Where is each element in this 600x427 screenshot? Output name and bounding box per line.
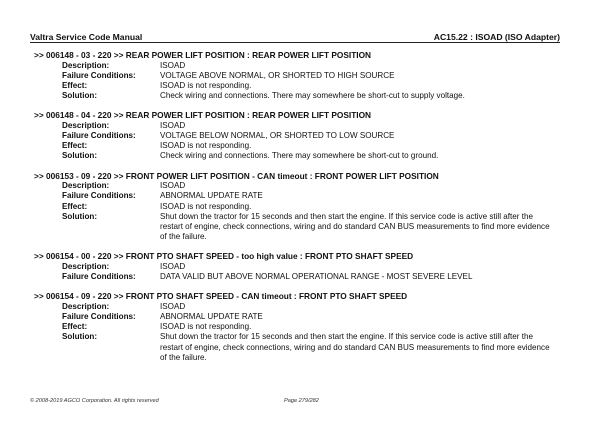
- field-value: ISOAD: [160, 181, 186, 191]
- manual-title: Valtra Service Code Manual: [30, 32, 143, 42]
- field-value: DATA VALID BUT ABOVE NORMAL OPERATIONAL RANGE - MOST SEVERE LEVEL: [160, 272, 473, 282]
- field-value: ISOAD: [160, 120, 186, 130]
- field-label: Failure Conditions:: [62, 272, 136, 282]
- field-value: ABNORMAL UPDATE RATE: [160, 191, 263, 201]
- field-row: [34, 71, 560, 81]
- page-footer: [30, 398, 560, 408]
- field-label: Description:: [62, 60, 110, 70]
- page-header: [30, 26, 560, 42]
- field-row: [34, 151, 560, 161]
- field-row: [34, 302, 560, 312]
- field-label: Failure Conditions:: [62, 191, 136, 201]
- service-code-title: >> 006154 - 00 - 220 >> FRONT PTO SHAFT SPEED - too high value : FRONT PTO SHAFT SPEED: [34, 251, 414, 262]
- field-label: Effect:: [62, 322, 88, 332]
- field-row: [34, 332, 560, 363]
- service-code-title: >> 006153 - 09 - 220 >> FRONT POWER LIFT POSITION - CAN timeout : FRONT POWER LIFT POSITION: [34, 170, 439, 181]
- section-title: AC15.22 : ISOAD (ISO Adapter): [433, 32, 560, 42]
- field-row: [34, 191, 560, 201]
- field-label: Effect:: [62, 80, 88, 90]
- field-row: [34, 212, 560, 243]
- copyright-notice: © 2008-2019 AGCO Corporation. All rights reserved: [30, 398, 159, 404]
- field-row: [34, 81, 560, 91]
- field-row: [34, 131, 560, 141]
- field-value: Shut down the tractor for 15 seconds and then start the engine. If this service code is active still after the restart of engine, check connections, wiring and do standard CAN BUS measurements to find more evidence of the failure.: [160, 332, 550, 362]
- field-value: Check wiring and connections. There may somewhere be short-cut to supply voltage.: [160, 91, 465, 101]
- field-value: ISOAD: [160, 60, 186, 70]
- field-value: ISOAD: [160, 261, 186, 271]
- field-value: Check wiring and connections. There may somewhere be short-cut to ground.: [160, 151, 439, 161]
- service-code-title: >> 006148 - 04 - 220 >> REAR POWER LIFT POSITION : REAR POWER LIFT POSITION: [34, 110, 372, 121]
- service-code-title: >> 006148 - 03 - 220 >> REAR POWER LIFT POSITION : REAR POWER LIFT POSITION: [34, 50, 372, 60]
- field-label: Solution:: [62, 91, 98, 101]
- field-row: [34, 272, 560, 282]
- service-code-title: >> 006154 - 09 - 220 >> FRONT PTO SHAFT SPEED - CAN timeout : FRONT PTO SHAFT SPEED: [34, 291, 408, 302]
- field-label: Failure Conditions:: [62, 311, 136, 321]
- field-row: [34, 202, 560, 212]
- service-code-entry: [34, 291, 560, 363]
- field-label: Effect:: [62, 201, 88, 211]
- field-label: Failure Conditions:: [62, 70, 136, 80]
- field-value: ISOAD is not responding.: [160, 322, 252, 332]
- service-code-entry: [34, 50, 560, 101]
- field-value: VOLTAGE ABOVE NORMAL, OR SHORTED TO HIGH SOURCE: [160, 70, 395, 80]
- field-value: ISOAD: [160, 301, 186, 311]
- field-row: [34, 312, 560, 322]
- field-label: Description:: [62, 261, 110, 271]
- field-row: [34, 141, 560, 151]
- field-label: Failure Conditions:: [62, 131, 136, 141]
- page-number: Page 279/282: [284, 398, 319, 404]
- field-row: [34, 181, 560, 191]
- field-label: Effect:: [62, 141, 88, 151]
- field-row: [34, 91, 560, 101]
- field-value: ISOAD is not responding.: [160, 80, 252, 90]
- service-code-entry: [34, 171, 560, 243]
- service-code-entry: [34, 110, 560, 161]
- service-code-list: [34, 50, 560, 372]
- field-label: Solution:: [62, 332, 98, 342]
- service-code-entry: [34, 251, 560, 282]
- field-value: ISOAD is not responding.: [160, 201, 252, 211]
- field-label: Description:: [62, 120, 110, 130]
- field-row: [34, 121, 560, 131]
- field-row: [34, 61, 560, 71]
- field-label: Description:: [62, 181, 110, 191]
- field-label: Description:: [62, 301, 110, 311]
- field-row: [34, 322, 560, 332]
- field-row: [34, 262, 560, 272]
- field-value: ISOAD is not responding.: [160, 141, 252, 151]
- field-value: ABNORMAL UPDATE RATE: [160, 311, 263, 321]
- field-value: Shut down the tractor for 15 seconds and then start the engine. If this service code is active still after the restart of engine, check connections, wiring and do standard CAN BUS measurements to find more evidence of the failure.: [160, 211, 550, 242]
- field-value: VOLTAGE BELOW NORMAL, OR SHORTED TO LOW SOURCE: [160, 131, 395, 141]
- field-label: Solution:: [62, 151, 98, 161]
- field-label: Solution:: [62, 211, 98, 221]
- header-divider: [30, 42, 560, 43]
